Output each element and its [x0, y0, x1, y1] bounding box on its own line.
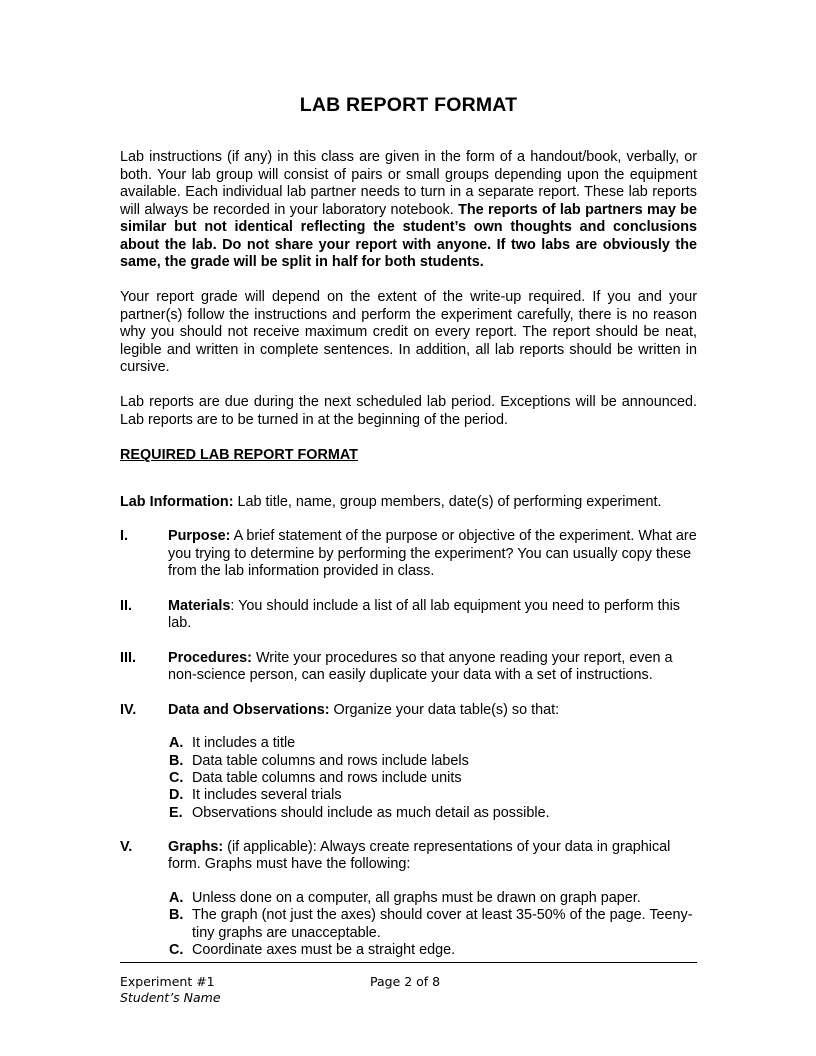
section-text-data-observations: Organize your data table(s) so that:	[329, 701, 560, 718]
sub-item-letter: A.	[169, 735, 184, 752]
sub-item-text: It includes several trials	[192, 787, 342, 804]
sub-item-letter: C.	[169, 941, 184, 958]
paragraph-intro-run-normal: Lab instructions (if any) in this class are given in the form of a handout/book, verbally, or both. Your lab group will consist of pairs or small groups depending upon the equipment available. Each individual lab partner needs to turn in a separate report. These lab reports will always be recorded in your laboratory notebook.	[120, 149, 697, 218]
paragraph-due-dates	[120, 394, 697, 429]
section-numeral-iv: IV.	[120, 701, 137, 718]
sub-item-text: Coordinate axes must be a straight edge.	[192, 941, 456, 958]
section-label-materials: Materials	[168, 597, 231, 614]
section-label-procedures: Procedures:	[168, 649, 252, 666]
section-text-purpose: A brief statement of the purpose or objective of the experiment. What are you trying to determine by performing the experiment? You can usually copy these from the lab information provided in class.	[168, 528, 697, 580]
section-item-materials	[120, 598, 697, 633]
section-label-purpose: Purpose:	[168, 528, 231, 545]
section-numeral-ii: II.	[120, 597, 132, 614]
section-numeral-i: I.	[120, 528, 128, 545]
section-item-procedures	[120, 650, 697, 685]
section-label-graphs: Graphs:	[168, 838, 224, 855]
list-item	[120, 770, 697, 787]
sub-item-letter: D.	[169, 787, 184, 804]
paragraph-grading-text: Your report grade will depend on the extent of the write-up required. If you and your partner(s) follow the instructions and perform the experiment carefully, there is no reason why you should not receive maximum credit on every report. The report should be neat, legible and written in complete sentences. In addition, all lab reports should be written in cursive.	[120, 289, 697, 376]
data-observations-sub-list	[120, 735, 697, 821]
lab-information-label: Lab Information:	[120, 493, 234, 510]
sub-item-letter: B.	[169, 752, 184, 769]
list-item	[120, 805, 697, 822]
paragraph-intro-run-bold: The reports of lab partners may be similar but not identical reflecting the student’s own thoughts and conclusions about the lab. Do not share your report with anyone. If two labs are obviously the same, the grade will be split in half for both students.	[120, 201, 697, 271]
section-item-graphs	[120, 839, 697, 874]
sub-item-text: Data table columns and rows include labels	[192, 752, 469, 769]
list-item	[120, 907, 697, 942]
required-format-heading-text: REQUIRED LAB REPORT FORMAT	[120, 447, 358, 464]
page-footer	[120, 962, 697, 1005]
sub-item-text: Unless done on a computer, all graphs must be drawn on graph paper.	[192, 889, 641, 906]
paragraph-grading	[120, 289, 697, 377]
list-item	[120, 890, 697, 907]
document-body	[120, 0, 697, 959]
section-item-purpose	[120, 528, 697, 581]
sub-item-text: Data table columns and rows include units	[192, 770, 462, 787]
graphs-sub-list	[120, 890, 697, 959]
footer-divider	[120, 962, 697, 963]
paragraph-intro	[120, 149, 697, 272]
section-label-data-observations: Data and Observations:	[168, 701, 330, 718]
footer-row	[120, 974, 697, 989]
sub-item-text: The graph (not just the axes) should cover at least 35-50% of the page. Teeny-tiny graphs are unacceptable.	[192, 907, 693, 941]
paragraph-due-dates-text: Lab reports are due during the next scheduled lab period. Exceptions will be announced. Lab reports are to be turned in at the beginning of the period.	[120, 394, 697, 428]
sub-item-letter: C.	[169, 770, 184, 787]
footer-student-name: Student’s Name	[120, 990, 221, 1005]
list-item	[120, 787, 697, 804]
list-item	[120, 735, 697, 752]
section-text-materials: : You should include a list of all lab equipment you need to perform this lab.	[168, 597, 680, 632]
lab-information-line	[120, 494, 697, 512]
list-item	[120, 942, 697, 959]
footer-page-number: Page 2 of 8	[370, 974, 441, 989]
sub-item-letter: E.	[169, 804, 183, 821]
sub-item-letter: B.	[169, 907, 184, 924]
required-format-heading	[120, 447, 697, 465]
section-text-procedures: Write your procedures so that anyone reading your report, even a non-science person, can easily duplicate your data with a set of instructions.	[168, 649, 673, 684]
list-item	[120, 753, 697, 770]
section-numeral-v: V.	[120, 838, 133, 855]
lab-information-text: Lab title, name, group members, date(s) of performing experiment.	[233, 493, 662, 510]
section-item-data-observations	[120, 702, 697, 720]
section-numeral-iii: III.	[120, 649, 136, 666]
sub-item-text: It includes a title	[192, 735, 296, 752]
sub-item-letter: A.	[169, 889, 184, 906]
section-text-graphs: (if applicable): Always create representations of your data in graphical form. Graphs must have the following:	[168, 838, 671, 873]
page-title: LAB REPORT FORMAT	[299, 94, 518, 116]
sub-item-text: Observations should include as much detail as possible.	[192, 804, 550, 821]
footer-experiment-label: Experiment #1	[120, 974, 215, 989]
